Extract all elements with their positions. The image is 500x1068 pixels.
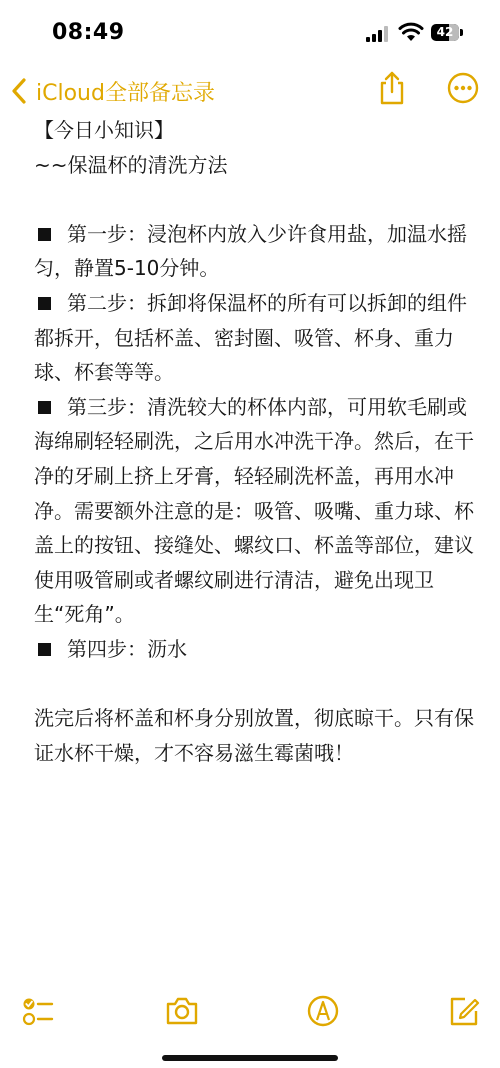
step-text: 第四步：沥水 xyxy=(67,636,187,661)
step-text: 第三步：清洗较大的杯体内部，可用软毛刷或海绵刷轻轻刷洗，之后用水冲洗干净。然后，在干净的牙刷上挤上牙膏，轻轻刷洗杯盖，再用水冲净。需要额外注意的是：吸管、吸嘴、重力球、杯盖上的按钮、接缝处、螺纹口、杯盖等部位，建议使用吸管刷或者螺纹刷进行清洁，避免出现卫生“死角”。 xyxy=(34,394,474,627)
compose-icon[interactable] xyxy=(446,993,482,1029)
battery-icon xyxy=(431,24,459,41)
note-title: 【今日小知识】 xyxy=(34,118,174,142)
wifi-icon xyxy=(398,22,424,42)
step-2 xyxy=(34,286,479,390)
battery-level: 42 xyxy=(436,25,454,39)
home-indicator[interactable] xyxy=(162,1055,338,1061)
chevron-left-icon xyxy=(10,77,28,105)
note-body[interactable] xyxy=(34,113,479,770)
blank-line xyxy=(34,182,479,217)
status-bar xyxy=(0,0,500,60)
back-button[interactable] xyxy=(10,71,215,111)
note-subtitle: ~~保温杯的清洗方法 xyxy=(34,152,228,177)
status-time: 08:49 xyxy=(52,20,125,45)
camera-icon[interactable] xyxy=(164,993,200,1029)
checklist-icon[interactable] xyxy=(20,993,56,1029)
bullet-square-icon xyxy=(38,401,51,414)
note-conclusion: 洗完后将杯盖和杯身分别放置，彻底晾干。只有保证水杯干燥，才不容易滋生霉菌哦！ xyxy=(34,706,474,765)
step-text: 第二步：拆卸将保温杯的所有可以拆卸的组件都拆开，包括杯盖、密封圈、吸管、杯身、重力球、杯套等等。 xyxy=(34,290,467,385)
step-text: 第一步：浸泡杯内放入少许食用盐，加温水摇匀，静置5-10分钟。 xyxy=(34,221,467,281)
cellular-signal-icon xyxy=(366,26,390,42)
nav-bar xyxy=(0,66,500,114)
step-3 xyxy=(34,390,479,632)
bottom-toolbar xyxy=(0,985,500,1035)
bullet-square-icon xyxy=(38,228,51,241)
step-1 xyxy=(34,217,479,286)
step-4 xyxy=(34,632,479,667)
share-icon[interactable] xyxy=(374,70,410,106)
bullet-square-icon xyxy=(38,643,51,656)
markup-icon[interactable] xyxy=(305,993,341,1029)
bullet-square-icon xyxy=(38,297,51,310)
more-icon[interactable] xyxy=(445,70,481,106)
blank-line xyxy=(34,667,479,702)
back-label: iCloud全部备忘录 xyxy=(36,80,215,106)
battery-tip xyxy=(460,29,463,36)
